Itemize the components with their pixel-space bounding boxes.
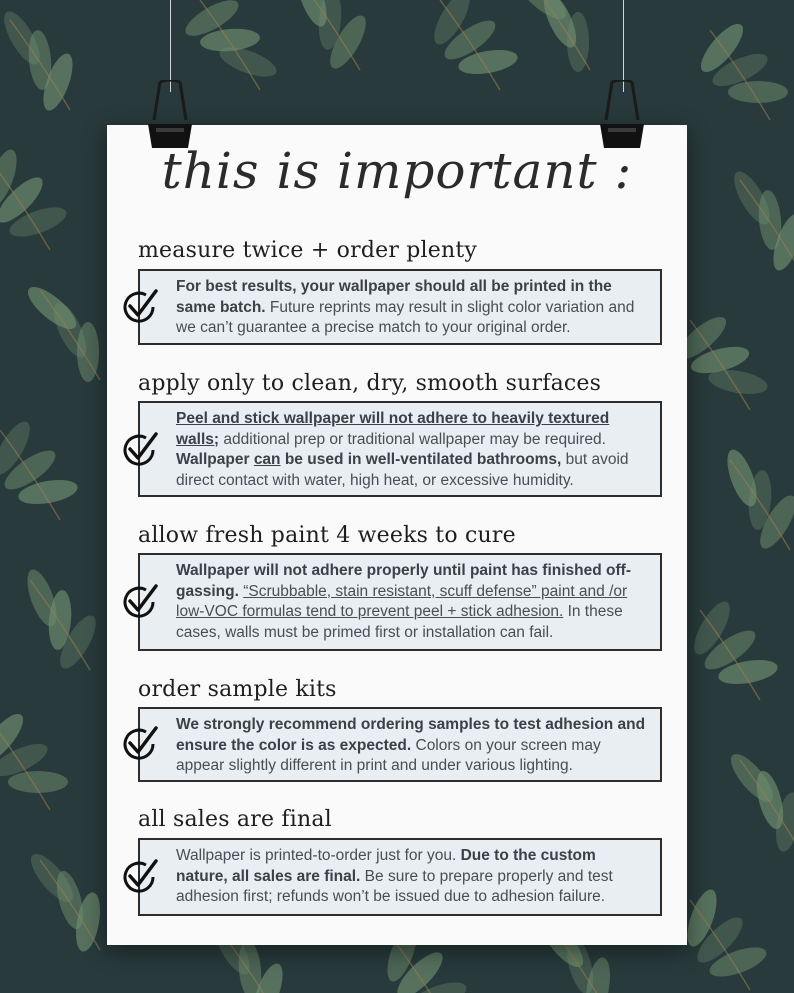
section-text-measure xyxy=(176,277,650,339)
section-heading-sales: all sales are final xyxy=(138,807,332,832)
text-run: Future reprints may result in slight color variation and we can’t guarantee a precise match to your original order. xyxy=(176,298,635,336)
text-run: but avoid direct contact with water, high heat, or excessive humidity. xyxy=(176,451,629,489)
section-text-surfaces xyxy=(176,409,650,491)
text-run: “Scrubbable, stain resistant, scuff defense” paint and /or low-VOC formulas tend to prevent peel + stick adhesion. xyxy=(176,582,628,620)
section-text-paint xyxy=(176,561,650,643)
text-run: additional prep or traditional wallpaper may be required. xyxy=(219,430,606,448)
text-run: Colors on your screen may appear slightly different in print and under various lighting. xyxy=(176,736,601,774)
text-run: Be sure to prepare properly and test adhesion first; refunds won’t be issued due to adhesion failure. xyxy=(176,867,613,905)
text-run: can xyxy=(253,451,281,468)
text-run: Wallpaper will not adhere properly until paint has finished off-gassing. xyxy=(176,562,631,600)
checkmark-circle-icon xyxy=(120,582,160,622)
binder-clip-icon xyxy=(146,80,194,150)
text-run: We strongly recommend ordering samples to test adhesion and ensure the color is as expected. xyxy=(176,716,646,754)
text-run: Peel and stick wallpaper will not adhere to heavily textured walls; xyxy=(176,410,610,448)
section-box-surfaces xyxy=(138,401,662,497)
binder-clip-icon xyxy=(598,80,646,150)
checkmark-circle-icon xyxy=(120,857,160,897)
checkmark-circle-icon xyxy=(120,724,160,764)
hanging-string-left xyxy=(170,0,171,92)
checkmark-circle-icon xyxy=(120,430,160,470)
section-text-samples xyxy=(176,715,650,777)
checkmark-circle-icon xyxy=(120,287,160,327)
section-heading-surfaces: apply only to clean, dry, smooth surfaces xyxy=(138,371,602,396)
section-text-sales xyxy=(176,846,650,908)
section-heading-paint: allow fresh paint 4 weeks to cure xyxy=(138,523,516,548)
hanging-string-right xyxy=(623,0,624,92)
text-run: Wallpaper xyxy=(176,451,254,468)
text-run: Due to the custom nature, all sales are final. xyxy=(176,847,596,885)
section-box-paint xyxy=(138,553,662,651)
section-heading-samples: order sample kits xyxy=(138,677,337,702)
section-box-samples xyxy=(138,707,662,782)
section-heading-measure: measure twice + order plenty xyxy=(138,238,478,263)
text-run: In these cases, walls must be primed first or installation can fail. xyxy=(176,603,623,641)
text-run: For best results, your wallpaper should all be printed in the same batch. xyxy=(176,278,612,316)
text-run: Wallpaper is printed-to-order just for you. xyxy=(176,847,461,864)
page-title: this is important : xyxy=(161,142,633,200)
section-box-measure xyxy=(138,269,662,345)
section-box-sales xyxy=(138,838,662,916)
text-run: be used in well-ventilated bathrooms, xyxy=(280,451,562,468)
